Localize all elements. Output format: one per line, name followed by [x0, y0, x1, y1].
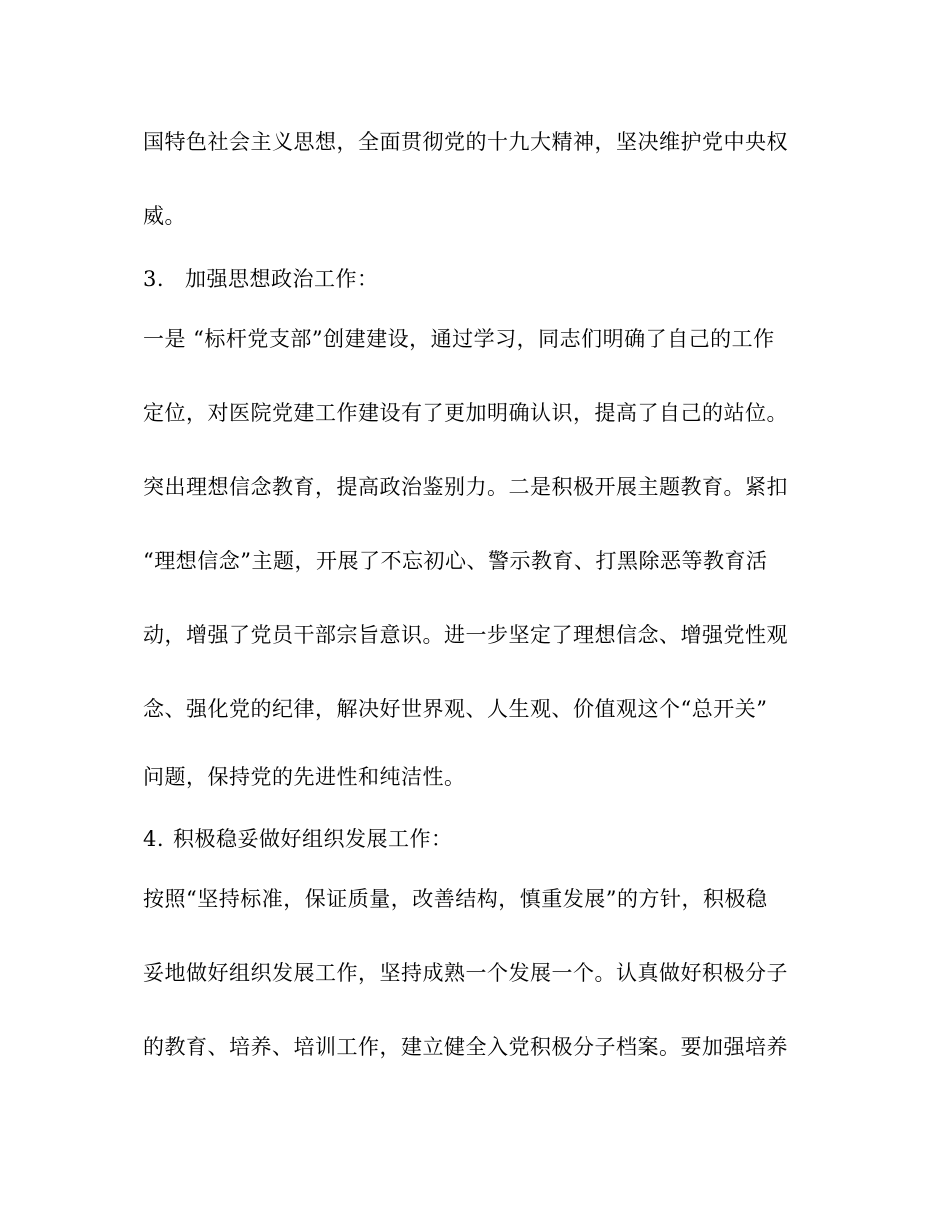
- body-text-line: 的教育、培养、培训工作，建立健全入党积极分子档案。要加强培养: [143, 1035, 788, 1059]
- body-text-line: 念、强化党的纪律，解决好世界观、人生观、价值观这个“总开关”: [143, 697, 768, 721]
- body-text-line: 按照“坚持标准，保证质量，改善结构，慎重发展”的方针，积极稳: [143, 887, 768, 911]
- body-text-line: 动，增强了党员干部宗旨意识。进一步坚定了理想信念、增强党性观: [143, 623, 788, 647]
- section-heading-3: [143, 265, 379, 293]
- body-text-line: 问题，保持党的先进性和纯洁性。: [143, 765, 466, 789]
- section-heading-4: [143, 825, 453, 853]
- section-heading-text: 积极稳妥做好组织发展工作：: [173, 827, 453, 851]
- body-text-line: 妥地做好组织发展工作，坚持成熟一个发展一个。认真做好积极分子: [143, 961, 788, 985]
- body-text-line: 突出理想信念教育，提高政治鉴别力。二是积极开展主题教育。紧扣: [143, 475, 788, 499]
- body-text-line: 国特色社会主义思想，全面贯彻党的十九大精神，坚决维护党中央权: [143, 130, 788, 154]
- section-heading-text: 加强思想政治工作：: [185, 267, 379, 291]
- body-text-line: “理想信念”主题，开展了不忘初心、警示教育、打黑除恶等教育活: [143, 549, 768, 573]
- body-text-line: 定位，对医院党建工作建设有了更加明确认识，提高了自己的站位。: [143, 401, 788, 425]
- body-text-line: 威。: [143, 204, 186, 228]
- section-number: 3.: [143, 267, 165, 291]
- section-number: 4.: [143, 827, 165, 851]
- body-text-line: 一是 “标杆党支部”创建建设，通过学习，同志们明确了自己的工作: [143, 327, 775, 351]
